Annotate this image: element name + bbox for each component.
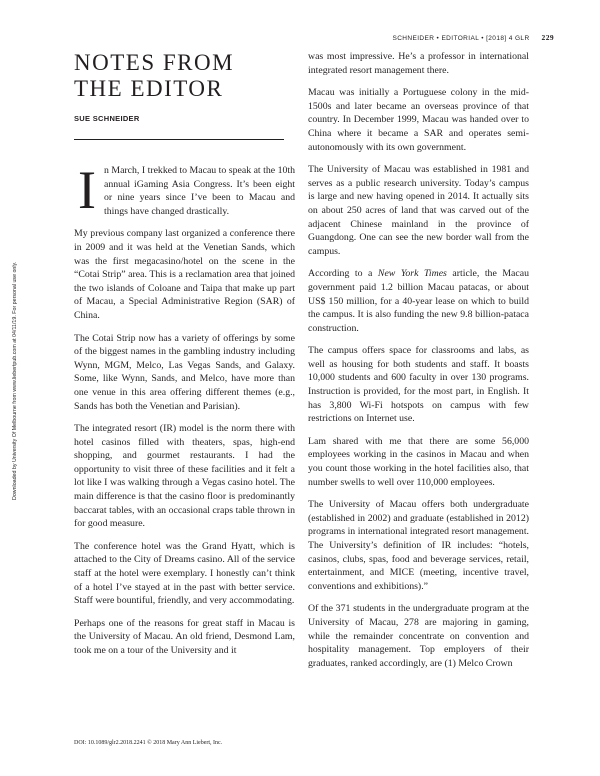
left-column bbox=[74, 160, 295, 667]
paragraph: The Cotai Strip now has a variety of offerings by some of the biggest names in the gambling industry including Wynn, MGM, Melco, Las Vegas Sands, and Galaxy. Some, like Wynn, Sands, and Melco, have more than one venue in this area offering different themes (e.g., Sands has both the Venetian and Parisian). bbox=[74, 332, 295, 412]
text-run: article, the Macau government paid 1.2 billion Macau patacas, or about US$ 150 million, for a 40-year lease on which to build the campus. It is also funding the new 9.8 billion-pataca construction. bbox=[308, 268, 529, 334]
right-column bbox=[308, 50, 529, 679]
paragraph bbox=[308, 267, 529, 335]
publication-name: New York Times bbox=[377, 268, 447, 280]
paragraph: The campus offers space for classrooms and labs, as well as housing for both students and staff. It boasts 10,000 students and 600 faculty in over 130 programs. Instruction is provided, for the most part, in English. It has 3,800 Wi-Fi hotspots on campus with few restrictions on Internet use. bbox=[308, 345, 529, 425]
paragraph: was most impressive. He’s a professor in international integrated resort management there. bbox=[308, 51, 529, 76]
doi-footer: DOI: 10.1089/glr2.2018.2241 © 2018 Mary Ann Liebert, Inc. bbox=[74, 740, 223, 746]
paragraph: The conference hotel was the Grand Hyatt, which is attached to the City of Dreams casino. All of the service staff at the hotel were exemplary. I honestly can’t think of a hotel I’ve stayed at in the past with better service. Staff were bountiful, friendly, and very accommodating. bbox=[74, 540, 295, 607]
paragraph-intro bbox=[74, 160, 295, 220]
drop-cap: I bbox=[78, 160, 96, 220]
divider-rule bbox=[74, 139, 284, 140]
page-number: 229 bbox=[541, 33, 554, 42]
title-line-2: THE EDITOR bbox=[74, 76, 224, 101]
paragraph: Macau was initially a Portuguese colony in the mid-1500s and later became an overseas province of that country. In December 1999, Macau was handed over to China where it became a SAR and operates semi-autonomously with its own government. bbox=[308, 87, 529, 153]
title-line-1: NOTES FROM bbox=[74, 50, 235, 75]
paragraph: The University of Macau offers both undergraduate (established in 2002) and graduate (established in 2012) programs in international integrated resort management. The University’s definition of IR includes: “hotels, casinos, clubs, spas, food and beverage services, retail, entertainment, and MICE (meeting, incentive travel, conventions and exhibitions).” bbox=[308, 499, 529, 592]
paragraph: The University of Macau was established in 1981 and serves as a public research university. Today’s campus is large and new having opened in 2014. It actually sits on about 250 acres of land that was carved out of the adjacent Chinese mainland in the province of Guangdong. One can see the new border wall from the campus. bbox=[308, 164, 529, 257]
text-run: According to a bbox=[308, 268, 378, 280]
paragraph: Lam shared with me that there are some 56,000 employees working in the casinos in Macau and when you count those working in the hotel facilities also, that number swells to well over 110,000 employees. bbox=[308, 435, 529, 488]
paragraph-intro-text: n March, I trekked to Macau to speak at the 10th annual iGaming Asia Congress. It’s been eight or nine years since I’ve been to Macau and things have changed drastically. bbox=[103, 165, 295, 217]
paragraph: Of the 371 students in the undergraduate program at the University of Macau, 278 are majoring in gaming, while the remainder concentrate on convention and hospitality management. Top employers of their graduates, ranked accordingly, are (1) Melco Crown bbox=[308, 603, 529, 669]
paragraph: My previous company last organized a conference there in 2009 and it was held at the Venetian Sands, which was the first megacasino/hotel on the scene in the “Cotai Strip” area. This is a reclamation area that joined the two islands of Coloane and Taipa that make up part of Macau, a Special Administrative Region (SAR) of China. bbox=[74, 228, 295, 321]
running-head-text: SCHNEIDER • EDITORIAL • [2018] 4 GLR bbox=[392, 35, 530, 42]
author-name: SUE SCHNEIDER bbox=[74, 114, 140, 123]
page-title bbox=[74, 50, 234, 102]
running-head bbox=[392, 33, 554, 42]
paragraph: Perhaps one of the reasons for great staff in Macau is the University of Macau. An old friend, Desmond Lam, took me on a tour of the University and it bbox=[74, 617, 295, 656]
paragraph: The integrated resort (IR) model is the norm there with hotel casinos filled with theaters, spas, high-end shopping, and gourmet restaurants. I had the opportunity to visit three of these facilities and it felt a lot like I was walking through a Vegas casino hotel. The main difference is that the casino floor is predominantly baccarat tables, with an occasional craps table thrown in for good measure. bbox=[74, 423, 295, 530]
download-notice: Downloaded by University Of Melbourne from www.liebertpub.com at 04/11/19. For personal use only. bbox=[12, 261, 18, 500]
